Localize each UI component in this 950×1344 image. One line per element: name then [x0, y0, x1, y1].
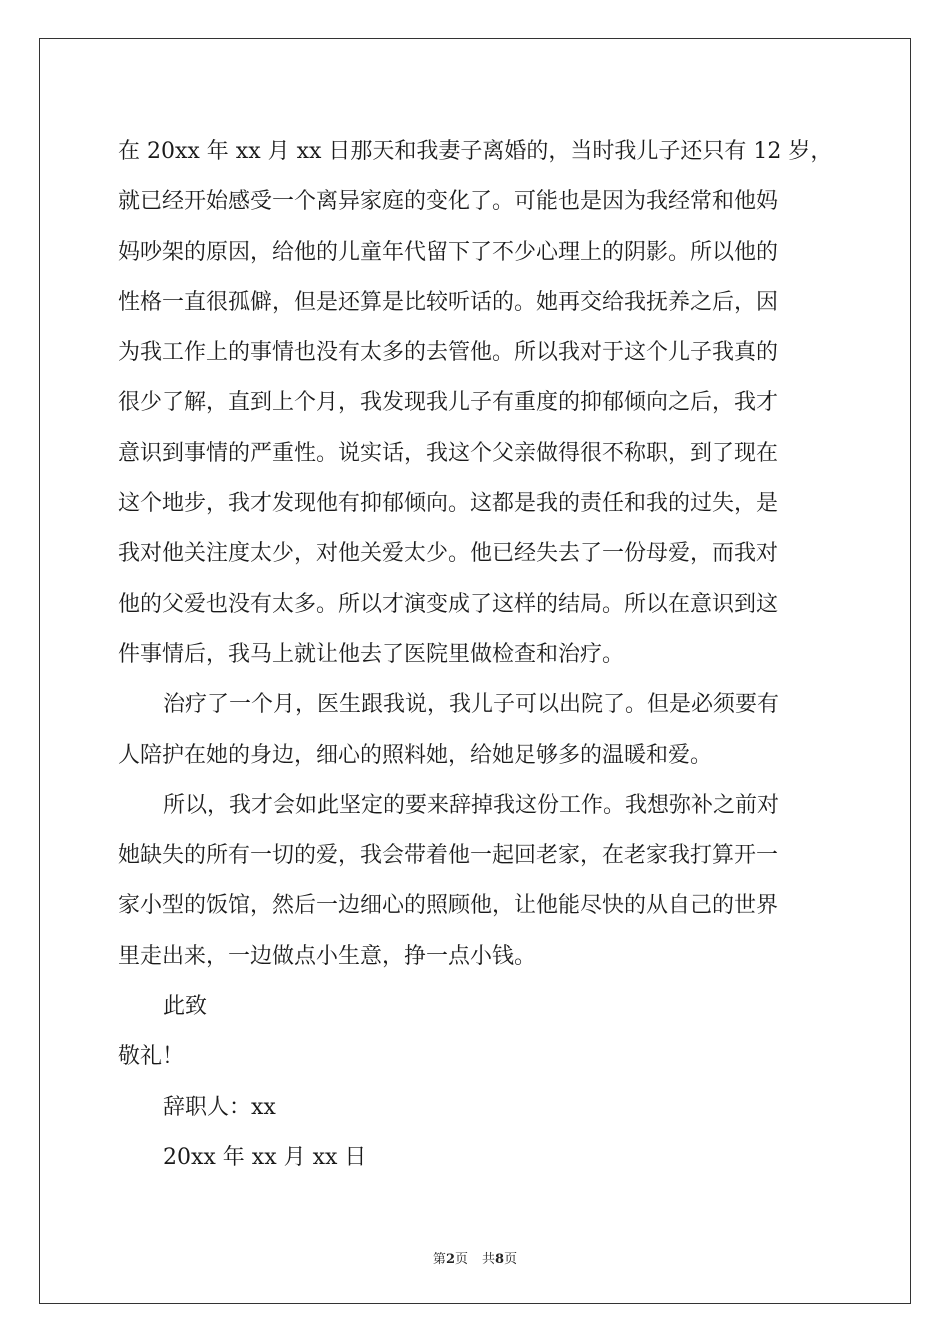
date-line: 20xx 年 xx 月 xx 日	[163, 1144, 367, 1170]
body-line: 这个地步，我才发现他有抑郁倾向。这都是我的责任和我的过失，是	[118, 491, 779, 517]
body-line: 她缺失的所有一切的爱，我会带着他一起回老家，在老家我打算开一	[118, 843, 779, 869]
closing-regards: 敬礼！	[118, 1044, 185, 1070]
paragraph-start-line: 所以，我才会如此坚定的要来辞掉我这份工作。我想弥补之前对	[163, 792, 780, 818]
body-line: 妈吵架的原因，给他的儿童年代留下了不少心理上的阴影。所以他的	[118, 239, 779, 265]
body-line: 很少了解，直到上个月，我发现我儿子有重度的抑郁倾向之后，我才	[118, 390, 779, 416]
page-suffix: 页	[454, 1252, 468, 1267]
body-line: 就已经开始感受一个离异家庭的变化了。可能也是因为我经常和他妈	[118, 189, 779, 215]
body-line: 件事情后，我马上就让他去了医院里做检查和治疗。	[118, 641, 625, 667]
body-line: 我对他关注度太少，对他关爱太少。他已经失去了一份母爱，而我对	[118, 541, 779, 567]
body-line: 性格一直很孤僻，但是还算是比较听话的。她再交给我抚养之后，因	[118, 289, 779, 315]
page-current-number: 2	[445, 1252, 455, 1267]
signature-line: 辞职人：xx	[163, 1094, 276, 1120]
body-line: 里走出来，一边做点小生意，挣一点小钱。	[118, 943, 537, 969]
page-total-number: 8	[495, 1252, 505, 1267]
page-prefix: 第	[432, 1252, 446, 1267]
body-line: 他的父爱也没有太多。所以才演变成了这样的结局。所以在意识到这	[118, 591, 779, 617]
body-line: 家小型的饭馆，然后一边细心的照顾他，让他能尽快的从自己的世界	[118, 893, 779, 919]
body-line: 人陪护在她的身边，细心的照料她，给她足够多的温暖和爱。	[118, 742, 713, 768]
body-line: 在 20xx 年 xx 月 xx 日那天和我妻子离婚的，当时我儿子还只有 12 岁，	[118, 139, 833, 164]
total-suffix: 页	[504, 1252, 518, 1267]
closing-salutation: 此致	[163, 994, 208, 1020]
body-line: 为我工作上的事情也没有太多的去管他。所以我对于这个儿子我真的	[118, 340, 779, 366]
paragraph-start-line: 治疗了一个月，医生跟我说，我儿子可以出院了。但是必须要有	[163, 692, 780, 718]
total-prefix: 共	[482, 1252, 496, 1267]
letter-body	[118, 127, 838, 1183]
body-line: 意识到事情的严重性。说实话，我这个父亲做得很不称职，到了现在	[118, 440, 779, 466]
page-footer	[0, 1248, 950, 1267]
